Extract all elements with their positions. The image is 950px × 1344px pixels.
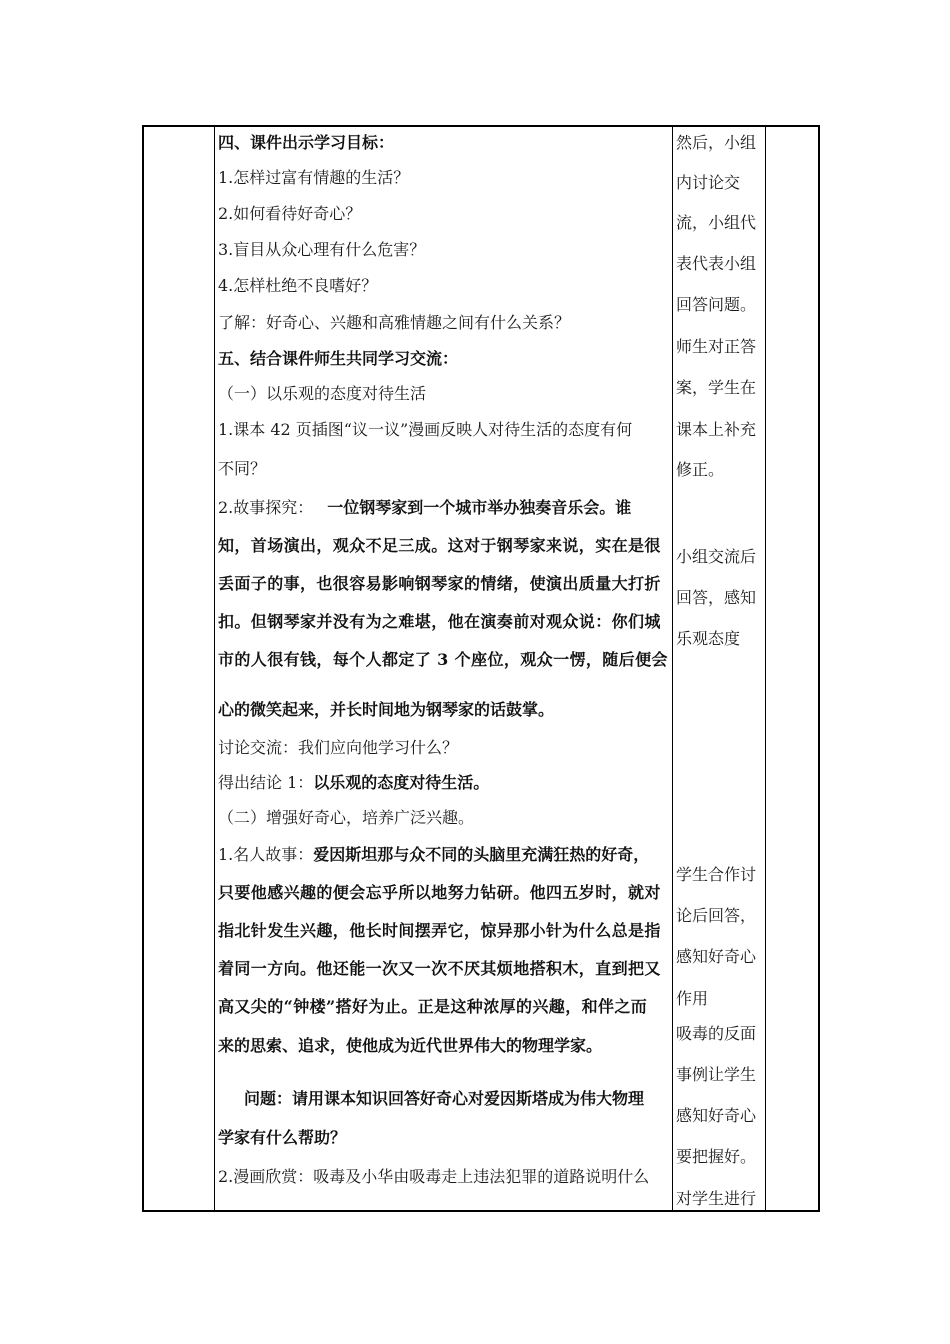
column-divider bbox=[672, 127, 673, 1210]
objective-item: 4.怎样杜绝不良嗜好？ bbox=[218, 276, 378, 295]
note-line: 内讨论交 bbox=[676, 173, 741, 192]
note-line: 师生对正答 bbox=[676, 337, 757, 356]
column-divider bbox=[765, 127, 766, 1210]
objective-item: 2.如何看待好奇心？ bbox=[218, 204, 362, 223]
note-line: 要把握好。 bbox=[676, 1147, 757, 1166]
question-line: 问题：请用课本知识回答好奇心对爱因斯塔成为伟大物理 bbox=[244, 1089, 645, 1108]
story-line: 只要他感兴趣的便会忘乎所以地努力钻研。他四五岁时，就对 bbox=[218, 883, 661, 902]
note-line: 然后，小组 bbox=[676, 133, 757, 152]
column-divider bbox=[214, 127, 215, 1210]
text-line: 1.名人故事：爱因斯坦那与众不同的头脑里充满狂热的好奇， bbox=[218, 845, 650, 864]
story-line: 高又尖的“钟楼”搭好为止。正是这种浓厚的兴趣，和伴之而 bbox=[218, 997, 648, 1016]
note-line: 流，小组代 bbox=[676, 213, 757, 232]
lesson-plan-table bbox=[142, 125, 820, 1212]
section-heading: 五、结合课件师生共同学习交流： bbox=[218, 349, 459, 368]
note-line: 修正。 bbox=[676, 460, 725, 479]
story-line: 丢面子的事，也很容易影响钢琴家的情绪，使演出质量大打折 bbox=[218, 574, 661, 593]
story-line: 扣。但钢琴家并没有为之难堪，他在演奏前对观众说：你们城 bbox=[218, 612, 661, 631]
note-line: 课本上补充 bbox=[676, 420, 757, 439]
note-line: 表代表小组 bbox=[676, 254, 757, 273]
story-line: 市的人很有钱，每个人都定了 3 个座位，观众一愣，随后便会 bbox=[218, 650, 668, 669]
note-line: 回答，感知 bbox=[676, 588, 757, 607]
subsection-heading: （一）以乐观的态度对待生活 bbox=[218, 384, 427, 403]
note-line: 小组交流后 bbox=[676, 547, 757, 566]
note-line: 案，学生在 bbox=[676, 378, 757, 397]
note-line: 乐观态度 bbox=[676, 629, 741, 648]
section-heading: 四、课件出示学习目标： bbox=[218, 133, 395, 152]
objective-item: 了解：好奇心、兴趣和高雅情趣之间有什么关系？ bbox=[218, 313, 571, 332]
note-line: 事例让学生 bbox=[676, 1065, 757, 1084]
story-line: 知，首场演出，观众不足三成。这对于钢琴家来说，实在是很 bbox=[218, 536, 661, 555]
note-line: 对学生进行 bbox=[676, 1189, 757, 1208]
text-line: 2.漫画欣赏：吸毒及小华由吸毒走上违法犯罪的道路说明什么 bbox=[218, 1167, 650, 1186]
question-line: 学家有什么帮助？ bbox=[218, 1128, 347, 1147]
note-line: 吸毒的反面 bbox=[676, 1024, 757, 1043]
text-line: 不同？ bbox=[218, 459, 267, 478]
note-line: 论后回答， bbox=[676, 906, 757, 925]
story-line: 着同一方向。他还能一次又一次不厌其烦地搭积木，直到把又 bbox=[218, 959, 661, 978]
conclusion-line: 得出结论 1：以乐观的态度对待生活。 bbox=[218, 773, 490, 792]
text-line: 讨论交流：我们应向他学习什么？ bbox=[218, 738, 459, 757]
note-line: 回答问题。 bbox=[676, 295, 757, 314]
note-line: 感知好奇心 bbox=[676, 1106, 757, 1125]
objective-item: 1.怎样过富有情趣的生活？ bbox=[218, 168, 410, 187]
story-line: 心的微笑起来，并长时间地为钢琴家的话鼓掌。 bbox=[218, 700, 555, 719]
note-line: 学生合作讨 bbox=[676, 865, 757, 884]
objective-item: 3.盲目从众心理有什么危害？ bbox=[218, 240, 426, 259]
subsection-heading: （二）增强好奇心，培养广泛兴趣。 bbox=[218, 808, 475, 827]
note-line: 作用 bbox=[676, 989, 709, 1008]
story-line: 指北针发生兴趣，他长时间摆弄它，惊异那小针为什么总是指 bbox=[218, 921, 661, 940]
text-line: 2.故事探究： 一位钢琴家到一个城市举办独奏音乐会。谁 bbox=[218, 498, 632, 517]
note-line: 感知好奇心 bbox=[676, 947, 757, 966]
story-line: 来的思索、追求，使他成为近代世界伟大的物理学家。 bbox=[218, 1036, 603, 1055]
text-line: 1.课本 42 页插图“议一议”漫画反映人对待生活的态度有何 bbox=[218, 420, 633, 439]
